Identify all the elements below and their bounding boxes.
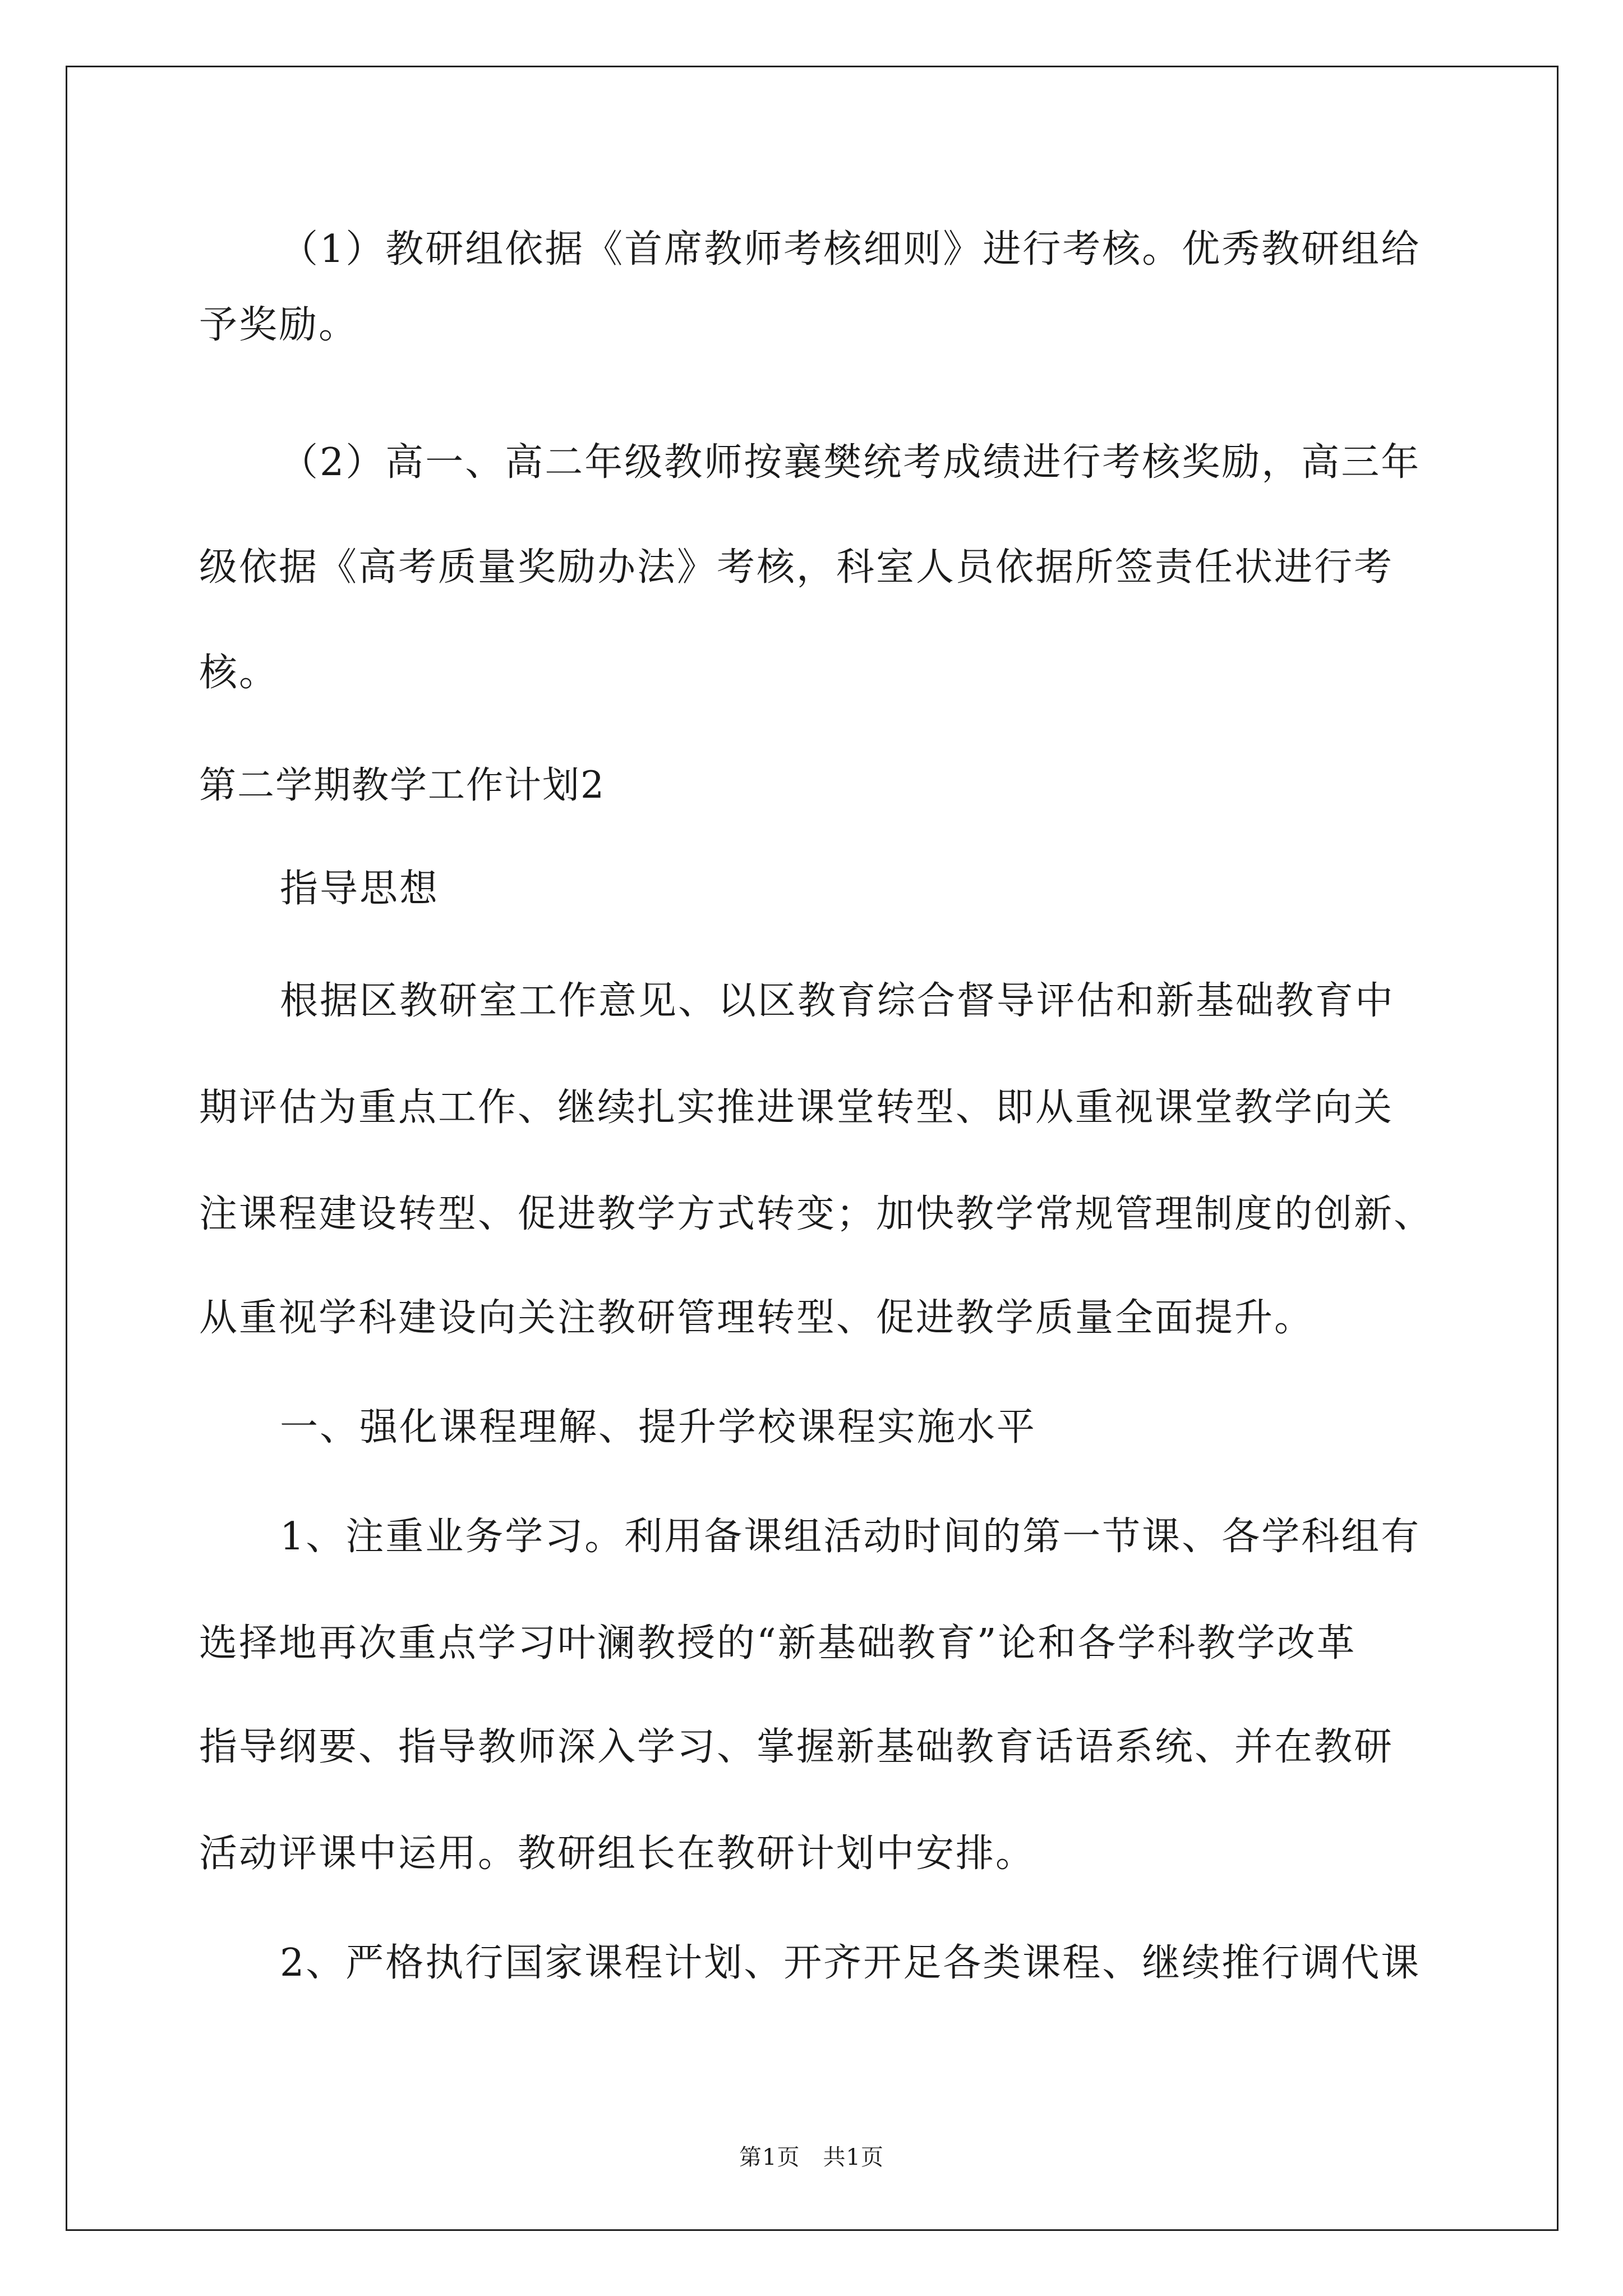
item-2-line-1: 2、严格执行国家课程计划、开齐开足各类课程、继续推行调代课 [280, 1941, 1421, 1985]
paragraph-2-line-3: 核。 [199, 651, 279, 695]
paragraph-1-line-2: 予奖励。 [199, 303, 359, 347]
item-1-line-3: 指导纲要、指导教师深入学习、掌握新基础教育话语系统、并在教研 [199, 1725, 1394, 1769]
subheading-guidance: 指导思想 [280, 867, 440, 911]
paragraph-2-line-2: 级依据《高考质量奖励办法》考核，科室人员依据所签责任状进行考 [199, 545, 1394, 590]
item-1-line-2: 选择地再次重点学习叶澜教授的“新基础教育”论和各学科教学改革 [199, 1621, 1357, 1665]
item-1-line-1: 1、注重业务学习。利用备课组活动时间的第一节课、各学科组有 [280, 1515, 1421, 1559]
paragraph-2-line-1: （2）高一、高二年级教师按襄樊统考成绩进行考核奖励，高三年 [280, 440, 1421, 485]
guidance-line-4: 从重视学科建设向关注教研管理转型、促进教学质量全面提升。 [199, 1296, 1315, 1340]
page-footer: 第1页 共1页 [739, 2145, 884, 2170]
guidance-line-2: 期评估为重点工作、继续扎实推进课堂转型、即从重视课堂教学向关 [199, 1085, 1394, 1130]
section-title: 第二学期教学工作计划2 [199, 763, 605, 807]
section-one-heading: 一、强化课程理解、提升学校课程实施水平 [280, 1405, 1037, 1450]
guidance-line-1: 根据区教研室工作意见、以区教育综合督导评估和新基础教育中 [280, 979, 1395, 1023]
item-1-line-4: 活动评课中运用。教研组长在教研计划中安排。 [199, 1832, 1036, 1876]
page-border [66, 66, 1559, 2231]
guidance-line-3: 注课程建设转型、促进教学方式转变；加快教学常规管理制度的创新、 [199, 1192, 1434, 1236]
paragraph-1-line-1: （1）教研组依据《首席教师考核细则》进行考核。优秀教研组给 [280, 227, 1421, 272]
